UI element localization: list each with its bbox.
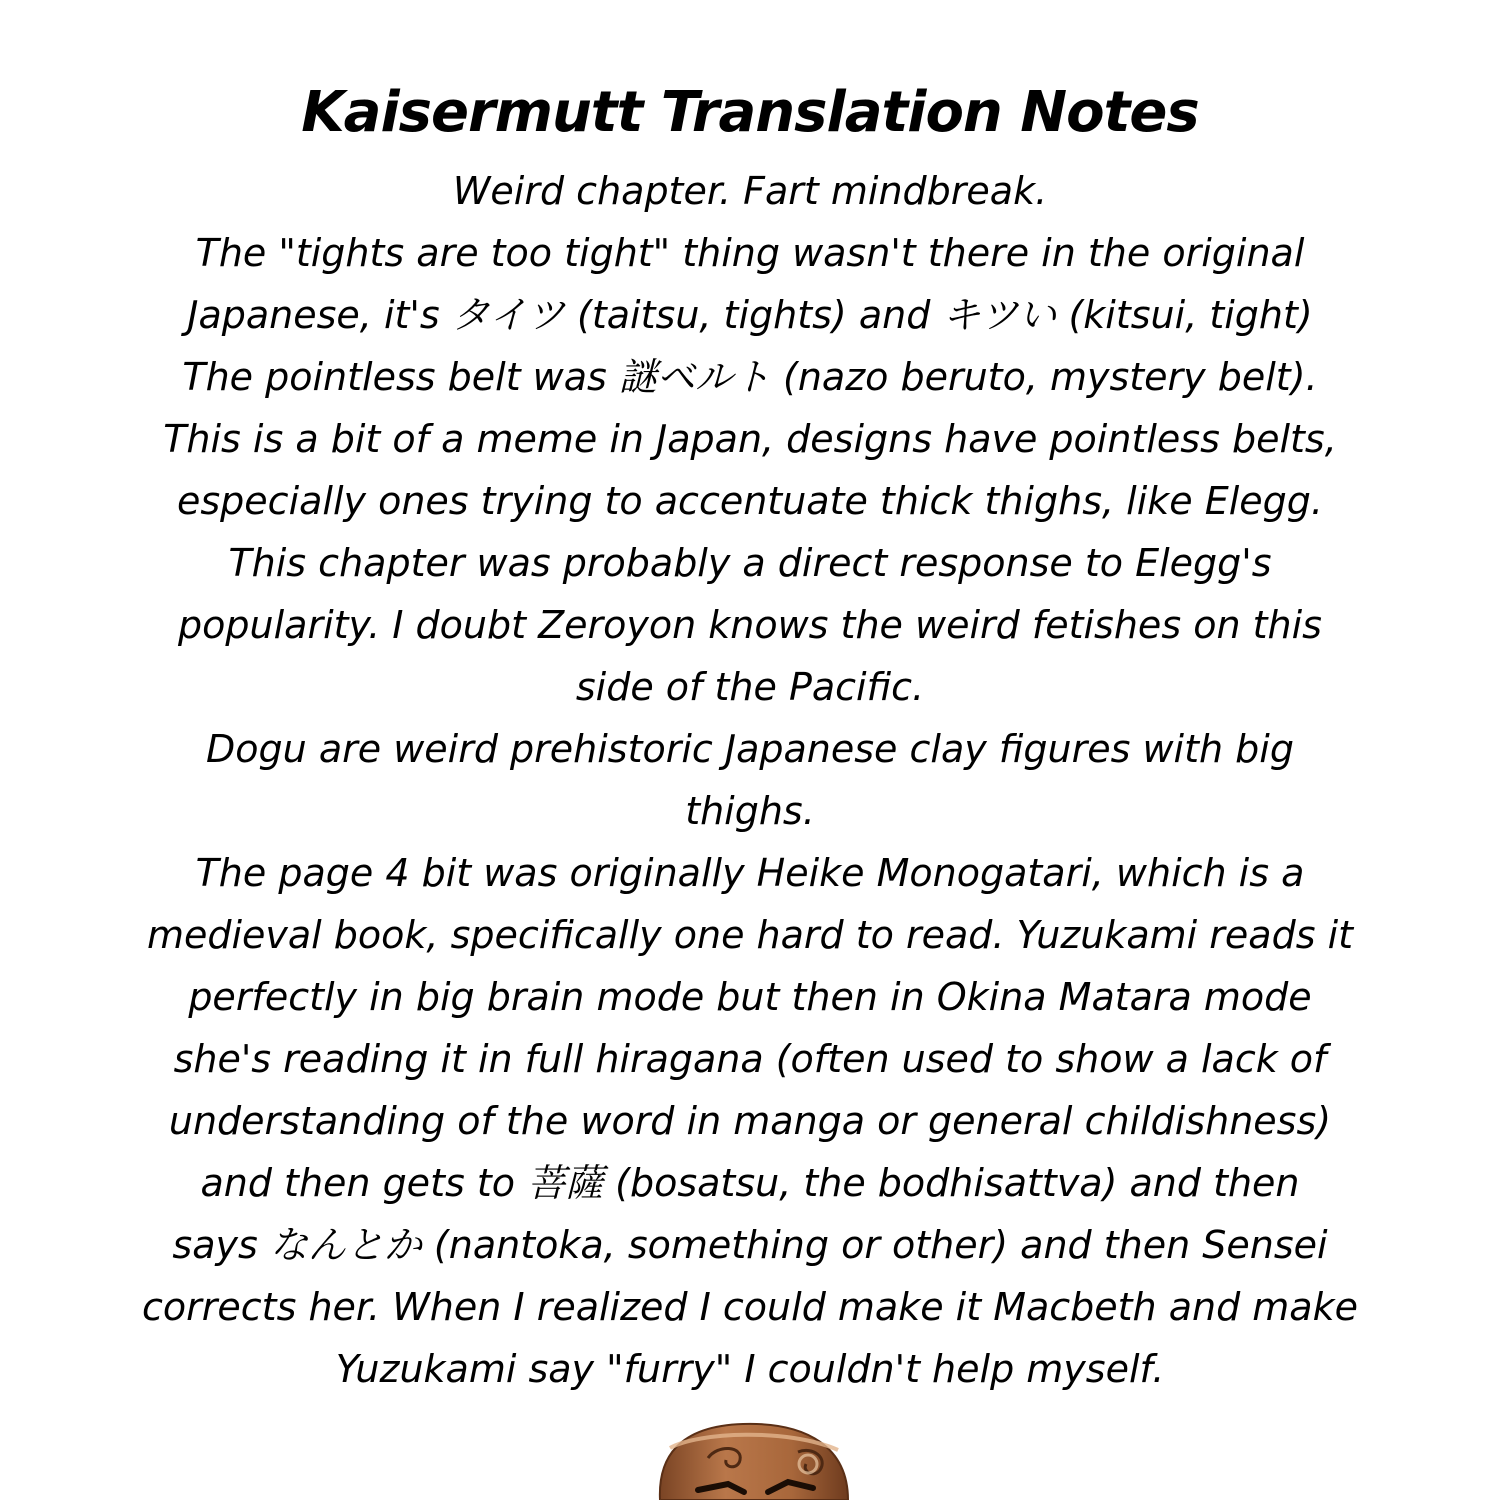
note-line: especially ones trying to accentuate thick thighs, like Elegg.: [177, 479, 1323, 523]
page-title: Kaisermutt Translation Notes: [301, 80, 1199, 145]
note-line: understanding of the word in manga or general childishness): [168, 1099, 1332, 1143]
note-line: Weird chapter. Fart mindbreak.: [452, 169, 1048, 213]
note-line: This chapter was probably a direct response to Elegg's: [228, 541, 1272, 585]
note-line: says なんとか (nantoka, something or other) and then Sensei: [172, 1223, 1328, 1267]
note-line: The pointless belt was 謎ベルト (nazo beruto, mystery belt).: [182, 355, 1318, 399]
notes-body: [90, 160, 1410, 1400]
dogu-figure-image: [648, 1418, 858, 1500]
note-line: This is a bit of a meme in Japan, designs have pointless belts,: [163, 417, 1337, 461]
note-line: Dogu are weird prehistoric Japanese clay figures with big: [206, 727, 1294, 771]
note-line: The "tights are too tight" thing wasn't there in the original: [195, 231, 1305, 275]
note-line: she's reading it in full hiragana (often used to show a lack of: [173, 1037, 1327, 1081]
note-line: and then gets to 菩薩 (bosatsu, the bodhisattva) and then: [200, 1161, 1300, 1205]
note-line: thighs.: [685, 789, 815, 833]
note-line: popularity. I doubt Zeroyon knows the weird fetishes on this: [178, 603, 1322, 647]
note-line: side of the Pacific.: [575, 665, 925, 709]
note-line: medieval book, specifically one hard to read. Yuzukami reads it: [146, 913, 1354, 957]
note-line: Yuzukami say "furry" I couldn't help myself.: [335, 1347, 1165, 1391]
note-line: corrects her. When I realized I could make it Macbeth and make: [142, 1285, 1358, 1329]
note-line: perfectly in big brain mode but then in Okina Matara mode: [188, 975, 1312, 1019]
note-line: Japanese, it's タイツ (taitsu, tights) and キツい (kitsui, tight): [187, 293, 1313, 337]
note-line: The page 4 bit was originally Heike Monogatari, which is a: [195, 851, 1305, 895]
